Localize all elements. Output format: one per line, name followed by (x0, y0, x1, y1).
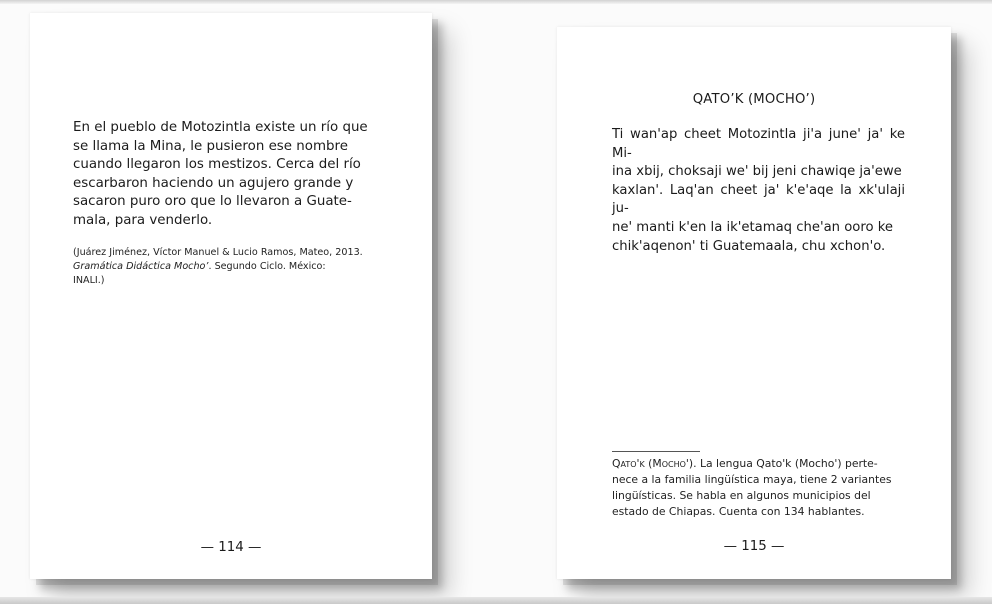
body-line: Ti wan'ap cheet Motozintla ji'a june' ja' ke Mi- (612, 127, 905, 161)
right-page-body (612, 126, 905, 256)
footnote-line: . La lengua Qato'k (Mocho') perte- (693, 457, 878, 470)
footnote-divider (612, 451, 700, 452)
body-line: kaxlan'. Laq'an cheet ja' k'e'aqe la xk'ulaji ju- (612, 182, 905, 217)
body-line: sacaron puro oro que lo llevaron a Guate- (73, 194, 352, 210)
right-page (557, 27, 951, 579)
footnote-line: estado de Chiapas. Cuenta con 134 hablantes. (612, 505, 865, 518)
body-line: chik'aqenon' ti Guatemaala, chu xchon'o. (612, 238, 886, 254)
body-line: escarbaron haciendo un agujero grande y (73, 175, 354, 191)
body-line: se llama la Mina, le pusieron ese nombre (73, 138, 348, 154)
page-number: — 114 — (200, 540, 262, 555)
footnote (612, 456, 906, 520)
citation-line: (Juárez Jiménez, Víctor Manuel & Lucio Ramos, Mateo, 2013. (73, 247, 363, 258)
top-divider (0, 0, 992, 4)
left-page (30, 13, 432, 579)
footnote-label: Qato'k (Mocho') (612, 457, 694, 470)
page-title: QATO’K (MOCHO’) (692, 92, 816, 107)
body-line: mala, para venderlo. (73, 212, 213, 228)
footnote-line: lingüísticas. Se habla en algunos municipios del (612, 489, 871, 502)
body-line: cuando llegaron los mestizos. Cerca del río (73, 157, 361, 173)
body-line: En el pueblo de Motozintla existe un río que (73, 120, 368, 135)
page-number: — 115 — (723, 539, 785, 554)
body-line: ne' manti k'en la ik'etamaq che'an ooro ke (612, 219, 894, 235)
citation-line: . Segundo Ciclo. México: (208, 261, 326, 272)
citation-book-title: Gramática Didáctica Mocho’ (73, 261, 209, 272)
footnote-line: nece a la familia lingüística maya, tiene 2 variantes (612, 473, 892, 486)
bottom-divider (0, 597, 992, 604)
citation-line: INALI.) (73, 275, 105, 286)
body-line: ina xbij, choksaji we' bij jeni chawiqe ja'ewe (612, 164, 902, 180)
left-page-body (73, 119, 377, 231)
citation (73, 246, 377, 288)
